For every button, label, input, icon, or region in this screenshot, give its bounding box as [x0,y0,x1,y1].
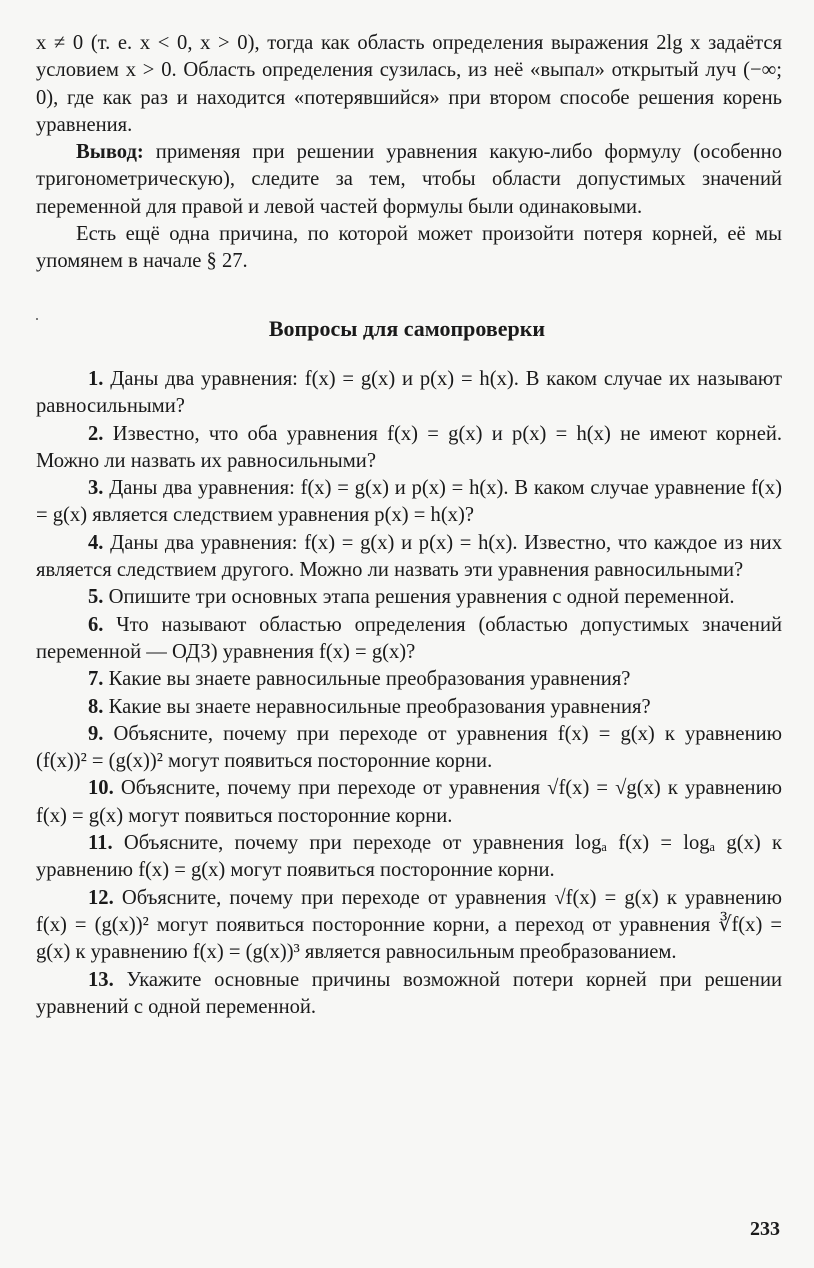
question-number: 3. [88,477,104,500]
intro-block [36,30,782,276]
question-text: Опишите три основных этапа решения уравнения с одной переменной. [103,586,735,609]
question-number: 1. [88,368,104,390]
question-text: Объясните, почему при переходе от уравнения √f(x) = √g(x) к уравнению f(x) = g(x) могут появиться посторонние корни. [36,777,782,827]
section-title: Вопросы для самопроверки [268,316,546,341]
question-7 [36,666,782,693]
question-text: Какие вы знаете равносильные преобразования уравнения? [103,668,631,691]
question-text: Даны два уравнения: f(x) = g(x) и p(x) = h(x). В каком случае уравнение f(x) = g(x) является следствием уравнения p(x) = h(x)? [36,477,782,527]
question-number: 7. [88,668,104,691]
question-number: 11. [88,832,113,855]
question-number: 4. [88,531,104,554]
question-number: 5. [88,586,104,609]
question-text: Объясните, почему при переходе от уравнения logₐ f(x) = logₐ g(x) к уравнению f(x) = g(x) могут появиться посторонние корни. [36,832,782,882]
question-13 [36,967,782,1022]
reason-paragraph: Есть ещё одна причина, по которой может произойти потеря корней, её мы упомянем в начале § 27. [36,223,782,273]
question-text: Известно, что оба уравнения f(x) = g(x) и p(x) = h(x) не имеют корней. Можно ли назвать их равносильными? [36,422,782,472]
question-number: 2. [88,422,104,445]
conclusion-label: Вывод: [76,141,144,164]
question-text: Объясните, почему при переходе от уравнения √f(x) = g(x) к уравнению f(x) = (g(x))² могут появиться посторонние корни, а переход от уравнения ∛f(x) = g(x) к уравнению f(x) = (g(x))³ является равносильным преобразованием. [36,886,782,964]
question-10 [36,775,782,830]
question-8 [36,694,782,721]
question-text: Что называют областью определения (областью допустимых значений переменной — ОДЗ) уравнения f(x) = g(x)? [36,613,782,663]
question-text: Даны два уравнения: f(x) = g(x) и p(x) = h(x). Известно, что каждое из них является следствием другого. Можно ли назвать эти уравнения равносильными? [36,531,782,582]
question-number: 6. [88,613,104,636]
question-number: 13. [88,968,114,991]
question-12 [36,885,782,967]
conclusion-text: применяя при решении уравнения какую-либо формулу (особенно тригонометрическую), следите за тем, чтобы области допустимых значений переменной для правой и левой частей формулы были одинаковыми. [36,141,782,218]
conclusion-paragraph [36,139,782,221]
question-3 [36,475,782,530]
question-5 [36,584,782,611]
question-text: Объясните, почему при переходе от уравнения f(x) = g(x) к уравнению (f(x))² = (g(x))² могут появиться посторонние корни. [36,722,782,773]
question-6 [36,612,782,667]
question-9 [36,721,782,776]
question-text: Даны два уравнения: f(x) = g(x) и p(x) = h(x). В каком случае их называют равносильными? [36,368,782,418]
question-text: Укажите основные причины возможной потери корней при решении уравнений с одной переменной. [36,968,782,1018]
question-text: Какие вы знаете неравносильные преобразования уравнения? [103,695,651,718]
question-number: 8. [88,695,104,718]
question-2 [36,421,782,476]
question-number: 10. [88,777,114,800]
question-number: 12. [88,886,114,909]
intro-paragraph: x ≠ 0 (т. е. x < 0, x > 0), тогда как область определения выражения 2lg x задаётся условием x > 0. Область определения сузилась, из неё «выпал» открытый луч (−∞; 0), где как раз и находится «потерявшийся» при втором способе решения корень уравнения. [36,32,782,136]
question-1 [36,366,782,421]
questions-list [36,366,782,1021]
page-number: 233 [750,1218,780,1240]
question-11 [36,830,782,885]
question-number: 9. [88,722,104,745]
question-4 [36,530,782,585]
